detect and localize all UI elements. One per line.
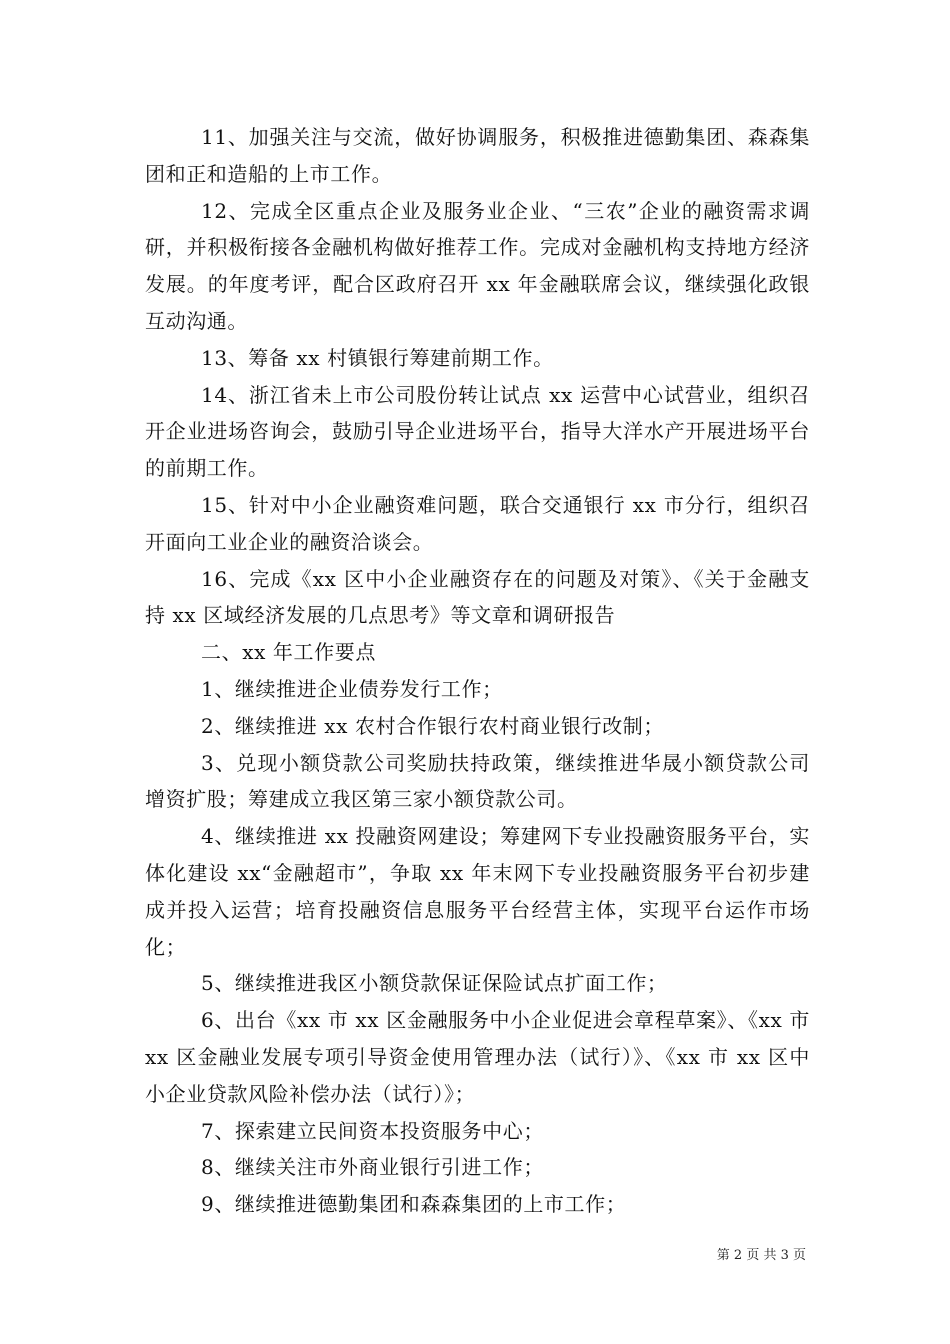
work-point-8: 8、继续关注市外商业银行引进工作； (201, 1155, 544, 1180)
paragraph-14: 14、浙江省未上市公司股份转让试点 xx 运营中心试营业，组织召开企业进场咨询会，鼓励引导企业进场平台，指导大洋水产开展进场平台的前期工作。 (145, 382, 810, 481)
work-point-3: 3、兑现小额贷款公司奖励扶持政策，继续推进华晟小额贷款公司增资扩股；筹建成立我区第三家小额贷款公司。 (145, 750, 810, 812)
work-point-6: 6、出台《xx 市 xx 区金融服务中小企业促进会章程草案》、《xx 市 xx 区金融业发展专项引导资金使用管理办法（试行）》、《xx 市 xx 区中小企业贷款风险补偿办法（试行）》； (145, 1008, 810, 1106)
work-point-5: 5、继续推进我区小额贷款保证保险试点扩面工作； (201, 971, 668, 996)
work-point-1: 1、继续推进企业债券发行工作； (201, 676, 503, 701)
section-heading-work-points: 二、xx 年工作要点 (201, 640, 376, 665)
paragraph-13: 13、筹备 xx 村镇银行筹建前期工作。 (201, 345, 554, 370)
work-point-7: 7、探索建立民间资本投资服务中心； (201, 1118, 544, 1143)
work-point-2: 2、继续推进 xx 农村合作银行农村商业银行改制； (201, 713, 664, 738)
work-point-9: 9、继续推进德勤集团和森森集团的上市工作； (201, 1192, 627, 1217)
paragraph-15: 15、针对中小企业融资难问题，联合交通银行 xx 市分行，组织召开面向工业企业的融资洽谈会。 (145, 492, 810, 554)
paragraph-12: 12、完成全区重点企业及服务业企业、“三农”企业的融资需求调研，并积极衔接各金融机构做好推荐工作。完成对金融机构支持地方经济发展。的年度考评，配合区政府召开 xx 年金融联席会议，继续强化政银互动沟通。 (145, 198, 810, 333)
page-number-footer: 第 2 页 共 3 页 (716, 1248, 806, 1263)
paragraph-11: 11、加强关注与交流，做好协调服务，积极推进德勤集团、森森集团和正和造船的上市工作。 (145, 125, 810, 186)
work-point-4: 4、继续推进 xx 投融资网建设；筹建网下专业投融资服务平台，实体化建设 xx“金融超市”，争取 xx 年末网下专业投融资服务平台初步建成并投入运营；培育投融资信息服务平台经营主体，实现平台运作市场化； (145, 824, 810, 959)
paragraph-16: 16、完成《xx 区中小企业融资存在的问题及对策》、《关于金融支持 xx 区域经济发展的几点思考》等文章和调研报告 (145, 566, 810, 628)
document-body (145, 119, 810, 1223)
